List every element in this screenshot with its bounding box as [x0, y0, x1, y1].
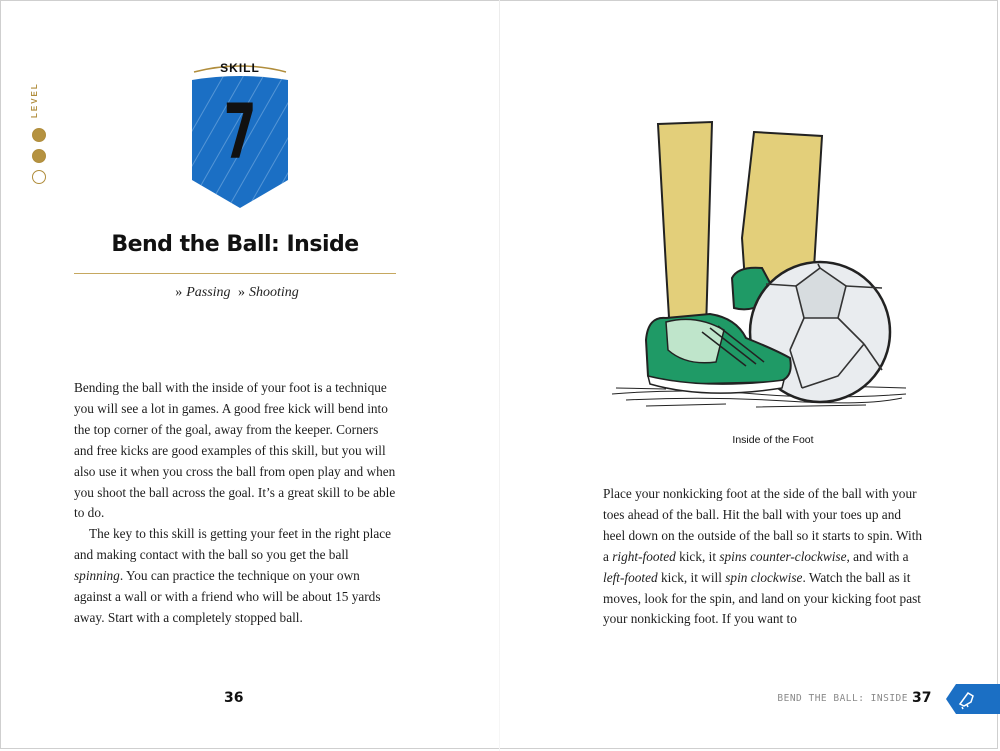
level-dot-filled [32, 149, 46, 163]
level-dot-empty [32, 170, 46, 184]
level-indicator [32, 128, 50, 191]
tag-passing: Passing [186, 285, 231, 300]
level-dot-filled [32, 128, 46, 142]
page-title: Bend the Ball: Inside [111, 232, 359, 257]
paragraph: The key to this skill is getting your feet in the right place and making contact with the ball so you get the ball spinning. You can practice the technique on your own against a wall or with a friend who will be about 15 yards away. Start with a completely stopped ball. [74, 526, 392, 625]
tag-marker: » [175, 285, 183, 300]
paragraph: Bending the ball with the inside of your foot is a technique you will see a lot in games. A good free kick will bend into the top corner of the goal, away from the keeper. Corners and free kicks are good examples of this skill, but you will also use it when you cross the ball from open play and when you shoot the ball across the goal. It’s a great skill to be able to do. [74, 380, 396, 521]
page-spine [499, 0, 500, 751]
skill-tags [74, 285, 396, 301]
level-label: LEVEL [30, 82, 39, 118]
chapter-tab [944, 684, 1000, 714]
tag-shooting: Shooting [249, 285, 299, 300]
right-body-text [603, 484, 923, 630]
paragraph: Place your nonkicking foot at the side of the ball with your toes ahead of the ball. Hit the ball with your toes up and heel down on the outside of the ball so it starts to spin. With a right-footed kick, it spins counter-clockwise, and with a left-footed kick, it will spin clockwise. Watch the ball as it moves, look for the spin, and land on your kicking foot past your nonkicking foot. If you want to [603, 486, 923, 627]
skill-number: 7 [223, 87, 257, 176]
skill-badge [188, 58, 292, 210]
running-head: BEND THE BALL: INSIDE [777, 693, 908, 704]
page-number-right: 37 [912, 690, 932, 706]
tag-marker: » [238, 285, 246, 300]
skill-label: SKILL [220, 61, 260, 75]
foot-and-ball-illustration [606, 118, 912, 430]
page-number-left: 36 [224, 690, 244, 706]
left-body-text [74, 378, 400, 629]
illustration-caption: Inside of the Foot [732, 434, 814, 446]
title-divider [74, 273, 396, 274]
